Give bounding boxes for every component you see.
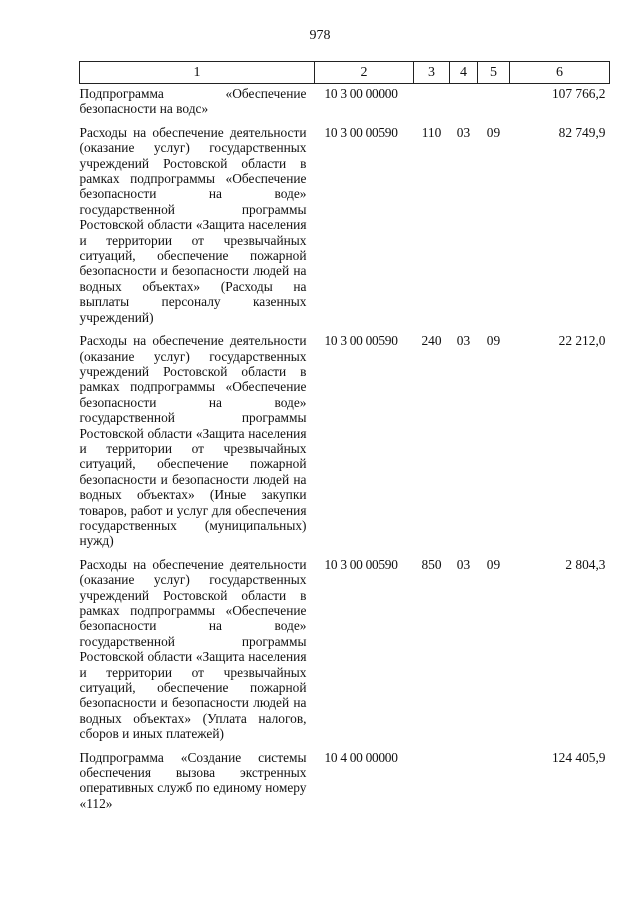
row-target-code: 10 3 00 00590: [324, 124, 398, 140]
budget-table: [79, 61, 610, 817]
header-col-1: 1: [80, 62, 315, 84]
row-amount: 22 212,0: [558, 333, 606, 349]
row-target-code: 10 4 00 00000: [324, 749, 398, 765]
budget-table-container: [79, 61, 609, 817]
header-col-5: 5: [478, 62, 510, 84]
row-target-code: 10 3 00 00590: [324, 333, 398, 349]
table-row: [80, 123, 610, 331]
table-row: [80, 748, 610, 818]
header-row: [80, 62, 610, 84]
row-subsection: 09: [486, 333, 501, 349]
row-subsection: [478, 84, 510, 123]
header-col-6: 6: [510, 62, 610, 84]
row-description: Расходы на обеспечение деятельности (оказание услуг) государственных учреждений Ростовской области в рамках подпрограммы «Обеспечение безопасности на воде» государственной программы Ростовской области «Защита населения и территории от чрезвычайных ситуаций, обеспечение пожарной безопасности и безопасности людей на водных объектах» (Иные закупки товаров, работ и услуг для обеспечения государственных (муниципальных) нужд): [79, 333, 307, 549]
row-expense-type: [414, 84, 450, 123]
row-target-code: 10 3 00 00590: [324, 556, 398, 572]
row-amount: 107 766,2: [551, 86, 606, 101]
row-amount: 124 405,9: [551, 749, 606, 765]
table-row: [80, 555, 610, 748]
table-row: [80, 331, 610, 555]
row-section: [450, 84, 478, 123]
page-number: 978: [309, 28, 331, 43]
row-expense-type: 110: [421, 124, 442, 140]
row-expense-type: [414, 748, 450, 818]
row-subsection: [478, 748, 510, 818]
row-subsection: 09: [486, 556, 501, 572]
row-expense-type: 850: [421, 556, 442, 572]
row-expense-type: 240: [421, 333, 442, 349]
header-col-3: 3: [414, 62, 450, 84]
header-col-4: 4: [450, 62, 478, 84]
row-section: 03: [456, 333, 471, 349]
row-description: Расходы на обеспечение деятельности (оказание услуг) государственных учреждений Ростовской области в рамках подпрограммы «Обеспечение безопасности на воде» государственной программы Ростовской области «Защита населения и территории от чрезвычайных ситуаций, обеспечение пожарной безопасности и безопасности людей на водных объектах» (Расходы на выплаты персоналу казенных учреждений): [79, 124, 307, 325]
row-description: Подпрограмма «Обеспечение безопасности на водс»: [79, 86, 307, 117]
table-header: [80, 62, 610, 84]
row-amount: 2 804,3: [565, 556, 606, 572]
table-body: [80, 84, 610, 818]
row-description: Расходы на обеспечение деятельности (оказание услуг) государственных учреждений Ростовской области в рамках подпрограммы «Обеспечение безопасности на воде» государственной программы Ростовской области «Защита населения и территории от чрезвычайных ситуаций, обеспечение пожарной безопасности и безопасности людей на водных объектах» (Уплата налогов, сборов и иных платежей): [79, 556, 307, 742]
row-section: 03: [456, 124, 471, 140]
row-section: 03: [456, 556, 471, 572]
row-section: [450, 748, 478, 818]
row-target-code: 10 3 00 00000: [324, 86, 398, 101]
table-row: [80, 84, 610, 123]
header-col-2: 2: [315, 62, 414, 84]
row-subsection: 09: [486, 124, 501, 140]
row-description: Подпрограмма «Создание системы обеспечения вызова экстренных оперативных служб по единому номеру «112»: [79, 749, 307, 811]
row-amount: 82 749,9: [558, 124, 606, 140]
